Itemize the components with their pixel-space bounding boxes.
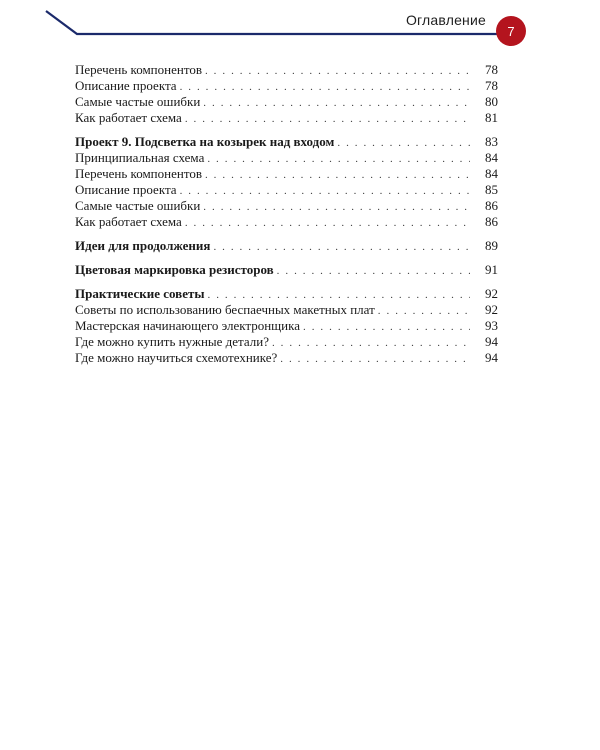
toc-section-heading[interactable] — [75, 262, 498, 278]
toc-heading-page: 92 — [485, 286, 498, 301]
toc-entry[interactable] — [75, 110, 498, 126]
toc-entry-page: 94 — [485, 350, 498, 365]
toc-entry-page: 84 — [485, 166, 498, 181]
toc-entry-page: 84 — [485, 150, 498, 165]
dot-leader — [337, 135, 470, 151]
toc-entry-title: Как работает схема — [75, 110, 182, 125]
toc-entry[interactable] — [75, 94, 498, 110]
table-of-contents — [75, 62, 498, 374]
dot-leader — [205, 63, 470, 79]
toc-entry-title: Советы по использованию беспаечных макетных плат — [75, 302, 375, 317]
toc-entry-title: Перечень компонентов — [75, 62, 202, 77]
toc-entry-page: 92 — [485, 302, 498, 317]
toc-heading-title: Проект 9. Подсветка на козырек над входом — [75, 134, 335, 149]
dot-leader — [277, 263, 470, 279]
dot-leader — [303, 319, 470, 335]
toc-entry[interactable] — [75, 182, 498, 198]
toc-entry[interactable] — [75, 302, 498, 318]
dot-leader — [203, 95, 470, 111]
toc-entry-title: Перечень компонентов — [75, 166, 202, 181]
toc-entry[interactable] — [75, 166, 498, 182]
toc-entry[interactable] — [75, 198, 498, 214]
toc-entry[interactable] — [75, 150, 498, 166]
header-title: Оглавление — [405, 12, 486, 28]
dot-leader — [205, 167, 470, 183]
toc-heading-page: 89 — [485, 238, 498, 253]
toc-section-heading[interactable] — [75, 238, 498, 254]
dot-leader — [180, 79, 470, 95]
toc-group-practical-tips — [75, 286, 498, 366]
toc-section-heading[interactable] — [75, 286, 498, 302]
toc-entry[interactable] — [75, 334, 498, 350]
toc-entry[interactable] — [75, 318, 498, 334]
toc-entry-page: 94 — [485, 334, 498, 349]
dot-leader — [208, 287, 470, 303]
toc-entry-title: Где можно купить нужные детали? — [75, 334, 269, 349]
dot-leader — [180, 183, 470, 199]
toc-entry-title: Описание проекта — [75, 182, 177, 197]
toc-entry-page: 86 — [485, 214, 498, 229]
toc-entry[interactable] — [75, 78, 498, 94]
toc-entry[interactable] — [75, 350, 498, 366]
dot-leader — [280, 351, 470, 367]
toc-entry-title: Самые частые ошибки — [75, 94, 201, 109]
toc-entry-page: 78 — [485, 78, 498, 93]
toc-heading-page: 91 — [485, 262, 498, 277]
toc-entry-page: 80 — [485, 94, 498, 109]
toc-entry-title: Принципиальная схема — [75, 150, 205, 165]
toc-entry-title: Где можно научиться схемотехнике? — [75, 350, 278, 365]
toc-section-heading[interactable] — [75, 134, 498, 150]
toc-group-continuation — [75, 62, 498, 126]
dot-leader — [272, 335, 470, 351]
dot-leader — [378, 303, 470, 319]
toc-group-resistor-codes — [75, 262, 498, 278]
toc-heading-title: Цветовая маркировка резисторов — [75, 262, 274, 277]
toc-group-project-9 — [75, 134, 498, 230]
toc-entry-page: 93 — [485, 318, 498, 333]
toc-group-ideas — [75, 238, 498, 254]
toc-heading-title: Практические советы — [75, 286, 205, 301]
toc-entry[interactable] — [75, 214, 498, 230]
dot-leader — [203, 199, 470, 215]
toc-entry-title: Как работает схема — [75, 214, 182, 229]
toc-heading-page: 83 — [485, 134, 498, 149]
toc-entry-page: 81 — [485, 110, 498, 125]
toc-entry-page: 85 — [485, 182, 498, 197]
dot-leader — [185, 111, 470, 127]
page-number-badge: 7 — [496, 16, 526, 46]
toc-entry[interactable] — [75, 62, 498, 78]
toc-entry-title: Самые частые ошибки — [75, 198, 201, 213]
dot-leader — [207, 151, 470, 167]
toc-entry-page: 78 — [485, 62, 498, 77]
dot-leader — [213, 239, 470, 255]
dot-leader — [185, 215, 470, 231]
toc-entry-page: 86 — [485, 198, 498, 213]
toc-entry-title: Мастерская начинающего электронщика — [75, 318, 301, 333]
toc-entry-title: Описание проекта — [75, 78, 177, 93]
toc-heading-title: Идеи для продолжения — [75, 238, 211, 253]
page-header — [0, 0, 600, 60]
